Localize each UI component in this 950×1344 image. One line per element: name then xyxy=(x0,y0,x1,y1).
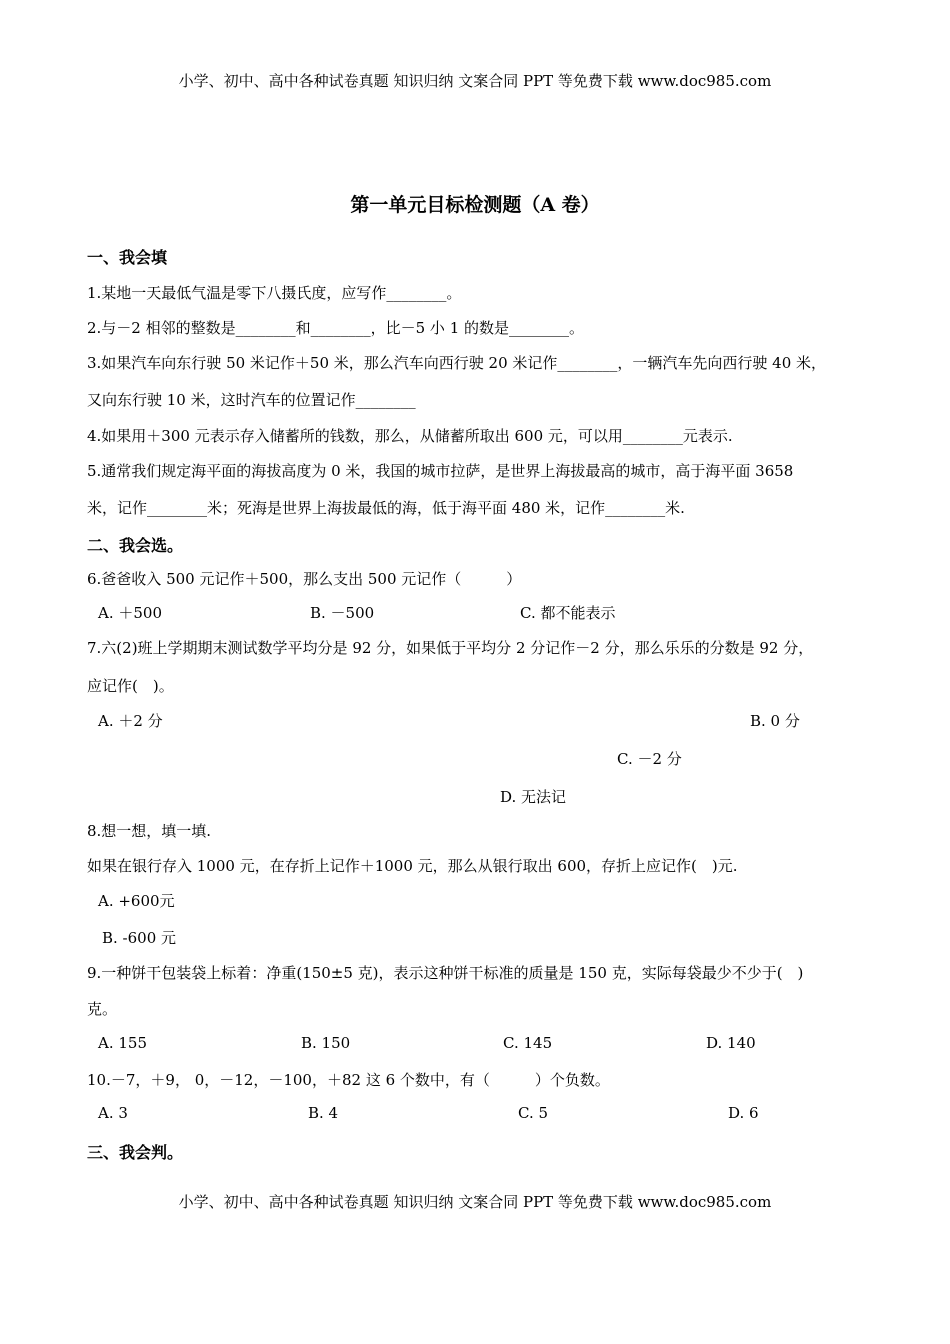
q6-option-b: B. －500 xyxy=(310,604,375,622)
section-heading-judge: 三、我会判。 xyxy=(87,1143,184,1162)
question-8-line-2: 如果在银行存入 1000 元，在存折上记作＋1000 元，那么从银行取出 600，存折上应记作( )元. xyxy=(87,857,738,875)
question-8-line-1: 8.想一想，填一填. xyxy=(87,822,212,840)
question-5-line-2: 米，记作________米；死海是世界上海拔最低的海，低于海平面 480 米，记作________米. xyxy=(87,499,685,517)
question-9-line-1: 9.一种饼干包装袋上标着：净重(150±5 克)，表示这种饼干标准的质量是 150 克，实际每袋最少不少于( ) xyxy=(87,964,804,982)
question-3-line-2: 又向东行驶 10 米，这时汽车的位置记作________ xyxy=(87,391,416,409)
page-title: 第一单元目标检测题（A 卷） xyxy=(350,194,600,216)
q8-option-b: B. -600 元 xyxy=(102,929,177,947)
question-7-line-2: 应记作( )。 xyxy=(87,677,174,695)
q10-option-c: C. 5 xyxy=(518,1104,549,1122)
question-1: 1.某地一天最低气温是零下八摄氏度，应写作________。 xyxy=(87,284,462,302)
question-9-line-2: 克。 xyxy=(87,1000,118,1018)
question-4: 4.如果用＋300 元表示存入储蓄所的钱数，那么，从储蓄所取出 600 元，可以用________元表示. xyxy=(87,427,733,445)
q9-option-c: C. 145 xyxy=(503,1034,553,1052)
q7-option-b: B. 0 分 xyxy=(750,712,800,730)
q9-option-d: D. 140 xyxy=(706,1034,756,1052)
question-5-line-1: 5.通常我们规定海平面的海拔高度为 0 米，我国的城市拉萨，是世界上海拔最高的城市，高于海平面 3658 xyxy=(87,462,794,480)
question-3-line-1: 3.如果汽车向东行驶 50 米记作＋50 米，那么汽车向西行驶 20 米记作________，一辆汽车先向西行驶 40 米， xyxy=(87,354,827,372)
section-heading-fill: 一、我会填 xyxy=(87,248,168,267)
q6-option-c: C. 都不能表示 xyxy=(520,604,616,622)
question-10: 10.－7，＋9， 0，－12，－100，＋82 这 6 个数中，有（ ）个负数。 xyxy=(87,1071,610,1089)
q9-option-a: A. 155 xyxy=(98,1034,147,1052)
q10-option-a: A. 3 xyxy=(98,1104,128,1122)
q7-option-a: A. ＋2 分 xyxy=(98,712,163,730)
q7-option-d: D. 无法记 xyxy=(500,788,567,806)
q6-option-a: A. ＋500 xyxy=(98,604,162,622)
q9-option-b: B. 150 xyxy=(301,1034,351,1052)
question-7-line-1: 7.六(2)班上学期期末测试数学平均分是 92 分，如果低于平均分 2 分记作－2 分，那么乐乐的分数是 92 分， xyxy=(87,639,814,657)
q8-option-a: A. +600元 xyxy=(98,892,175,910)
page-footer: 小学、初中、高中各种试卷真题 知识归纳 文案合同 PPT 等免费下载 www.doc985.com xyxy=(178,1193,772,1211)
q7-option-c: C. －2 分 xyxy=(617,750,682,768)
q10-option-b: B. 4 xyxy=(308,1104,339,1122)
question-6: 6.爸爸收入 500 元记作＋500，那么支出 500 元记作（ ） xyxy=(87,570,522,588)
q10-option-d: D. 6 xyxy=(728,1104,759,1122)
page-header: 小学、初中、高中各种试卷真题 知识归纳 文案合同 PPT 等免费下载 www.doc985.com xyxy=(178,72,772,90)
question-2: 2.与－2 相邻的整数是________和________，比－5 小 1 的数是________。 xyxy=(87,319,585,337)
section-heading-choice: 二、我会选。 xyxy=(87,536,184,555)
